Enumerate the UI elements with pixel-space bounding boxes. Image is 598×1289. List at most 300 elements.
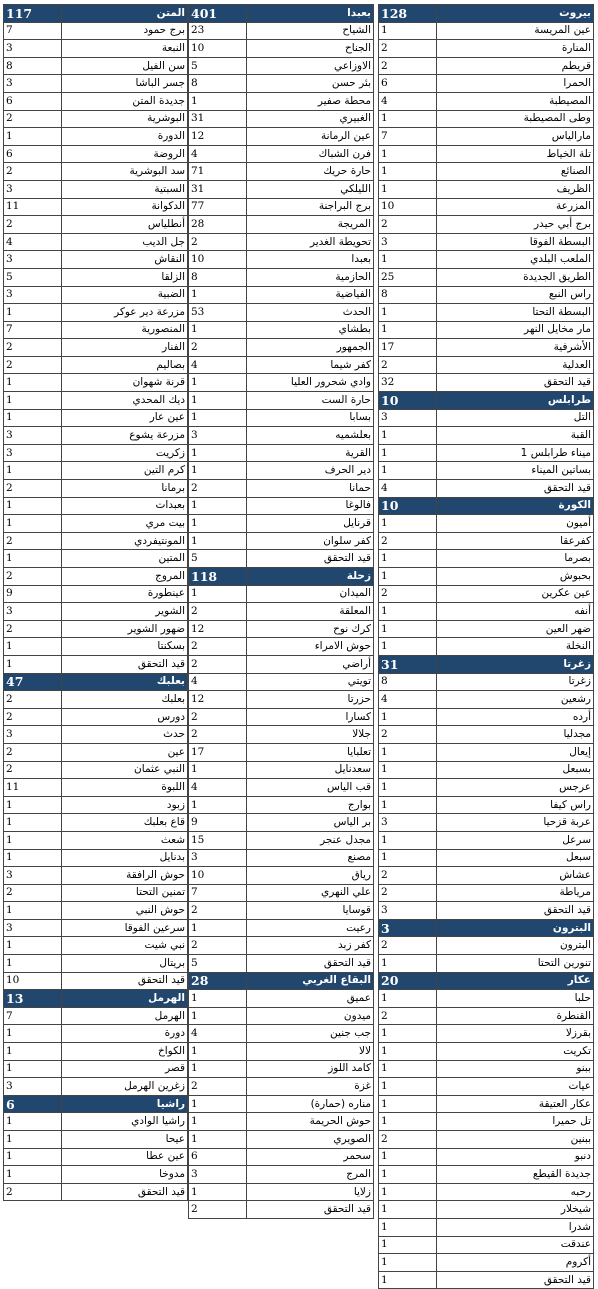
table-row <box>189 726 374 744</box>
table-row <box>189 919 374 937</box>
locality-count: 31 <box>189 180 247 198</box>
district-name: المتن <box>62 5 188 23</box>
locality-count: 1 <box>4 902 62 920</box>
table-row <box>379 1060 594 1078</box>
table-row <box>379 902 594 920</box>
locality-count: 1 <box>4 462 62 480</box>
locality-name: الكواخ <box>62 1043 188 1061</box>
locality-count: 4 <box>189 145 247 163</box>
locality-count: 1 <box>4 831 62 849</box>
table-row <box>189 1060 374 1078</box>
table-row <box>379 990 594 1008</box>
locality-name: أكروم <box>437 1254 594 1272</box>
table-row <box>379 1131 594 1149</box>
locality-name: رحبه <box>437 1183 594 1201</box>
locality-name: سد البوشرية <box>62 163 188 181</box>
table-row <box>379 128 594 146</box>
locality-name: عندقت <box>437 1236 594 1254</box>
locality-name: ضهور الشوير <box>62 620 188 638</box>
table-row <box>379 743 594 761</box>
table-row <box>189 392 374 410</box>
table-row <box>4 831 188 849</box>
locality-name: أراضي <box>247 655 374 673</box>
table-row <box>4 57 188 75</box>
locality-name: الدورة <box>62 128 188 146</box>
district-name: بيروت <box>437 5 594 23</box>
table-row <box>189 356 374 374</box>
table-row <box>379 761 594 779</box>
table-row <box>4 216 188 234</box>
table-row <box>189 620 374 638</box>
table-row <box>4 392 188 410</box>
locality-count: 4 <box>379 691 437 709</box>
locality-count: 1 <box>189 919 247 937</box>
table-row <box>189 603 374 621</box>
locality-count: 8 <box>4 57 62 75</box>
locality-count: 2 <box>379 937 437 955</box>
table-row <box>189 1078 374 1096</box>
locality-name: جديدة المتن <box>62 92 188 110</box>
locality-count: 1 <box>379 1060 437 1078</box>
locality-name: دورة <box>62 1025 188 1043</box>
locality-count: 25 <box>379 268 437 286</box>
locality-count: 2 <box>379 40 437 58</box>
locality-count: 1 <box>379 1113 437 1131</box>
table-row <box>4 286 188 304</box>
district-header <box>379 655 594 673</box>
table-row <box>189 198 374 216</box>
locality-name: حدث <box>62 726 188 744</box>
table-row <box>189 779 374 797</box>
locality-name: بسبعل <box>437 761 594 779</box>
locality-name: عيحا <box>62 1131 188 1149</box>
locality-name: أنفه <box>437 603 594 621</box>
locality-name: نبي شيت <box>62 937 188 955</box>
locality-count: 2 <box>189 937 247 955</box>
locality-name: تكريت <box>437 1043 594 1061</box>
table-row <box>379 1183 594 1201</box>
locality-name: قيد التحقق <box>247 1201 374 1219</box>
locality-count: 3 <box>4 919 62 937</box>
locality-count: 1 <box>379 831 437 849</box>
locality-count: 71 <box>189 163 247 181</box>
locality-name: جل الديب <box>62 233 188 251</box>
table-row <box>4 180 188 198</box>
locality-count: 2 <box>189 902 247 920</box>
table-row <box>4 92 188 110</box>
locality-name: بحبوش <box>437 568 594 586</box>
locality-name: عين عكرين <box>437 585 594 603</box>
table-row <box>4 1131 188 1149</box>
locality-count: 1 <box>189 392 247 410</box>
locality-name: علي النهري <box>247 884 374 902</box>
locality-count: 12 <box>189 128 247 146</box>
district-total: 6 <box>4 1095 62 1113</box>
table-row <box>379 286 594 304</box>
locality-name: بعبدات <box>62 497 188 515</box>
locality-name: رعيت <box>247 919 374 937</box>
locality-name: البوشرية <box>62 110 188 128</box>
locality-name: عميق <box>247 990 374 1008</box>
locality-count: 3 <box>379 902 437 920</box>
table-row <box>379 22 594 40</box>
table-row <box>189 937 374 955</box>
table-row <box>379 726 594 744</box>
locality-count: 1 <box>4 937 62 955</box>
locality-name: برج البراجنة <box>247 198 374 216</box>
table-row <box>379 216 594 234</box>
table-row <box>189 849 374 867</box>
locality-count: 1 <box>189 796 247 814</box>
locality-count: 12 <box>189 620 247 638</box>
locality-count: 2 <box>4 884 62 902</box>
locality-count: 1 <box>379 849 437 867</box>
locality-count: 3 <box>4 867 62 885</box>
locality-name: النقاش <box>62 251 188 269</box>
locality-name: النخلة <box>437 638 594 656</box>
locality-name: بريتال <box>62 955 188 973</box>
locality-count: 1 <box>379 1095 437 1113</box>
table-row <box>4 1148 188 1166</box>
table-row <box>4 796 188 814</box>
locality-count: 53 <box>189 304 247 322</box>
locality-name: الشياح <box>247 22 374 40</box>
locality-name: الاوزاعي <box>247 57 374 75</box>
locality-count: 11 <box>4 779 62 797</box>
locality-count: 4 <box>189 356 247 374</box>
locality-count: 2 <box>4 339 62 357</box>
locality-name: حوش الرافقة <box>62 867 188 885</box>
table-row <box>379 1025 594 1043</box>
table-row <box>189 673 374 691</box>
table-row <box>189 339 374 357</box>
district-name: طرابلس <box>437 392 594 410</box>
locality-count: 2 <box>4 761 62 779</box>
table-row <box>379 163 594 181</box>
locality-count: 1 <box>4 1131 62 1149</box>
locality-count: 3 <box>4 40 62 58</box>
district-total: 117 <box>4 5 62 23</box>
table-row <box>379 937 594 955</box>
locality-count: 1 <box>4 128 62 146</box>
table-row <box>379 339 594 357</box>
table-row <box>379 321 594 339</box>
locality-count: 1 <box>189 1043 247 1061</box>
locality-name: الروضة <box>62 145 188 163</box>
locality-count: 1 <box>4 304 62 322</box>
table-row <box>4 568 188 586</box>
table-row <box>4 1078 188 1096</box>
table-row <box>4 1166 188 1184</box>
table-row <box>379 1043 594 1061</box>
locality-name: رشعين <box>437 691 594 709</box>
table-row <box>4 1113 188 1131</box>
table-row <box>4 585 188 603</box>
locality-count: 1 <box>189 444 247 462</box>
locality-count: 2 <box>379 884 437 902</box>
locality-count: 1 <box>189 515 247 533</box>
table-row <box>4 427 188 445</box>
locality-count: 4 <box>189 1025 247 1043</box>
district-name: بعلبك <box>62 673 188 691</box>
locality-name: قرنة شهوان <box>62 374 188 392</box>
district-table <box>188 4 374 1219</box>
locality-count: 1 <box>379 444 437 462</box>
district-header <box>4 673 188 691</box>
table-row <box>189 1095 374 1113</box>
table-row <box>379 1254 594 1272</box>
table-row <box>4 691 188 709</box>
table-row <box>189 268 374 286</box>
locality-count: 10 <box>189 40 247 58</box>
locality-count: 1 <box>379 1236 437 1254</box>
locality-count: 2 <box>379 585 437 603</box>
locality-name: مزرعة دير عوكر <box>62 304 188 322</box>
locality-name: برج حمود <box>62 22 188 40</box>
locality-name: مدوخا <box>62 1166 188 1184</box>
locality-name: مناره (حمارة) <box>247 1095 374 1113</box>
locality-name: جلالا <box>247 726 374 744</box>
table-row <box>379 849 594 867</box>
locality-count: 1 <box>4 1113 62 1131</box>
table-row <box>189 761 374 779</box>
locality-count: 1 <box>379 110 437 128</box>
table-row <box>4 1025 188 1043</box>
table-row <box>189 955 374 973</box>
locality-count: 6 <box>4 92 62 110</box>
locality-count: 10 <box>189 867 247 885</box>
locality-name: مزرعة يشوع <box>62 427 188 445</box>
locality-name: قريطم <box>437 57 594 75</box>
locality-count: 3 <box>4 427 62 445</box>
locality-count: 3 <box>379 409 437 427</box>
locality-count: 1 <box>379 304 437 322</box>
locality-name: قيد التحقق <box>247 955 374 973</box>
table-row <box>4 480 188 498</box>
table-row <box>189 902 374 920</box>
locality-count: 1 <box>189 761 247 779</box>
locality-name: الشوير <box>62 603 188 621</box>
locality-name: وطى المصيطبة <box>437 110 594 128</box>
locality-name: أميون <box>437 515 594 533</box>
locality-name: زغرتا <box>437 673 594 691</box>
locality-count: 1 <box>4 515 62 533</box>
locality-name: راشيا الوادي <box>62 1113 188 1131</box>
locality-count: 1 <box>4 1043 62 1061</box>
table-row <box>189 796 374 814</box>
table-row <box>379 796 594 814</box>
metn-baalbek-column <box>3 4 188 1201</box>
table-row <box>189 1007 374 1025</box>
locality-name: تحويطة الغدير <box>247 233 374 251</box>
locality-name: جب جنين <box>247 1025 374 1043</box>
locality-name: حارة الست <box>247 392 374 410</box>
locality-name: عين الرمانة <box>247 128 374 146</box>
locality-count: 9 <box>189 814 247 832</box>
locality-count: 2 <box>379 356 437 374</box>
locality-count: 3 <box>4 603 62 621</box>
table-row <box>379 532 594 550</box>
locality-count: 1 <box>4 1148 62 1166</box>
locality-name: المصيطبة <box>437 92 594 110</box>
locality-name: القنطرة <box>437 1007 594 1025</box>
table-row <box>189 57 374 75</box>
table-row <box>379 1271 594 1289</box>
table-row <box>189 409 374 427</box>
district-table <box>3 4 188 1201</box>
district-name: بعبدا <box>247 5 374 23</box>
table-row <box>379 1148 594 1166</box>
locality-count: 1 <box>379 321 437 339</box>
locality-count: 1 <box>189 497 247 515</box>
table-row <box>379 462 594 480</box>
district-total: 118 <box>189 568 247 586</box>
locality-count: 5 <box>189 57 247 75</box>
locality-name: وادي شحرور العليا <box>247 374 374 392</box>
table-row <box>189 585 374 603</box>
locality-count: 5 <box>189 955 247 973</box>
locality-name: تل حميرا <box>437 1113 594 1131</box>
locality-count: 1 <box>4 374 62 392</box>
locality-name: مصنع <box>247 849 374 867</box>
district-total: 10 <box>379 392 437 410</box>
locality-count: 1 <box>379 1218 437 1236</box>
table-row <box>189 233 374 251</box>
locality-count: 17 <box>379 339 437 357</box>
table-row <box>189 691 374 709</box>
locality-name: زكريت <box>62 444 188 462</box>
table-row <box>189 480 374 498</box>
locality-name: المتين <box>62 550 188 568</box>
locality-name: جديدة القيطع <box>437 1166 594 1184</box>
table-row <box>189 251 374 269</box>
locality-name: قاع بعلبك <box>62 814 188 832</box>
locality-name: كامد اللوز <box>247 1060 374 1078</box>
locality-name: زغرين الهرمل <box>62 1078 188 1096</box>
table-row <box>4 233 188 251</box>
locality-name: الفنار <box>62 339 188 357</box>
locality-name: سرعل <box>437 831 594 849</box>
locality-count: 1 <box>379 251 437 269</box>
table-row <box>189 304 374 322</box>
locality-name: الزلقا <box>62 268 188 286</box>
locality-name: حزرتا <box>247 691 374 709</box>
district-header <box>379 972 594 990</box>
district-total: 3 <box>379 919 437 937</box>
locality-name: النبي عثمان <box>62 761 188 779</box>
table-row <box>379 1095 594 1113</box>
locality-count: 1 <box>379 1166 437 1184</box>
locality-name: سعدنايل <box>247 761 374 779</box>
locality-count: 7 <box>4 22 62 40</box>
district-name: زحلة <box>247 568 374 586</box>
locality-count: 1 <box>189 1095 247 1113</box>
locality-name: قيد التحقق <box>62 1183 188 1201</box>
locality-name: سبعل <box>437 849 594 867</box>
locality-count: 5 <box>4 268 62 286</box>
locality-name: الملعب البلدي <box>437 251 594 269</box>
table-row <box>4 321 188 339</box>
table-row <box>189 708 374 726</box>
locality-count: 10 <box>379 198 437 216</box>
locality-count: 1 <box>379 603 437 621</box>
locality-count: 1 <box>4 1166 62 1184</box>
table-row <box>4 1007 188 1025</box>
locality-count: 2 <box>4 163 62 181</box>
locality-count: 2 <box>189 655 247 673</box>
locality-name: أرده <box>437 708 594 726</box>
locality-count: 2 <box>379 1131 437 1149</box>
table-row <box>379 779 594 797</box>
locality-name: مارالياس <box>437 128 594 146</box>
locality-count: 3 <box>4 444 62 462</box>
locality-name: بسابا <box>247 409 374 427</box>
locality-count: 3 <box>189 849 247 867</box>
table-row <box>4 268 188 286</box>
locality-count: 2 <box>4 110 62 128</box>
table-row <box>189 145 374 163</box>
table-row <box>379 444 594 462</box>
district-header <box>379 392 594 410</box>
locality-name: تلة الخياط <box>437 145 594 163</box>
locality-name: عين المريسة <box>437 22 594 40</box>
locality-count: 2 <box>4 708 62 726</box>
table-row <box>4 955 188 973</box>
table-row <box>4 198 188 216</box>
locality-count: 1 <box>379 568 437 586</box>
locality-count: 2 <box>189 638 247 656</box>
district-total: 28 <box>189 972 247 990</box>
locality-name: سحمر <box>247 1148 374 1166</box>
table-row <box>189 1025 374 1043</box>
table-row <box>379 884 594 902</box>
locality-count: 2 <box>4 356 62 374</box>
locality-count: 31 <box>189 110 247 128</box>
table-row <box>4 638 188 656</box>
locality-count: 8 <box>189 268 247 286</box>
locality-count: 7 <box>4 1007 62 1025</box>
locality-name: حوش النبي <box>62 902 188 920</box>
locality-count: 3 <box>189 1166 247 1184</box>
locality-name: النبعة <box>62 40 188 58</box>
table-row <box>379 1007 594 1025</box>
district-name: الكورة <box>437 497 594 515</box>
table-row <box>189 1131 374 1149</box>
locality-count: 8 <box>379 286 437 304</box>
district-total: 401 <box>189 5 247 23</box>
table-row <box>379 427 594 445</box>
locality-name: اللبوة <box>62 779 188 797</box>
locality-count: 3 <box>4 726 62 744</box>
locality-count: 2 <box>379 57 437 75</box>
locality-name: القرية <box>247 444 374 462</box>
locality-name: بيت مري <box>62 515 188 533</box>
table-row <box>379 691 594 709</box>
locality-name: الحازمية <box>247 268 374 286</box>
locality-count: 1 <box>379 1201 437 1219</box>
locality-count: 10 <box>4 972 62 990</box>
table-row <box>379 708 594 726</box>
locality-count: 1 <box>4 497 62 515</box>
locality-count: 8 <box>379 673 437 691</box>
table-row <box>379 1078 594 1096</box>
locality-name: قيد التحقق <box>247 550 374 568</box>
locality-count: 1 <box>189 321 247 339</box>
table-row <box>4 1183 188 1201</box>
locality-name: ديك المحدي <box>62 392 188 410</box>
locality-count: 1 <box>189 1113 247 1131</box>
locality-name: راس كيفا <box>437 796 594 814</box>
